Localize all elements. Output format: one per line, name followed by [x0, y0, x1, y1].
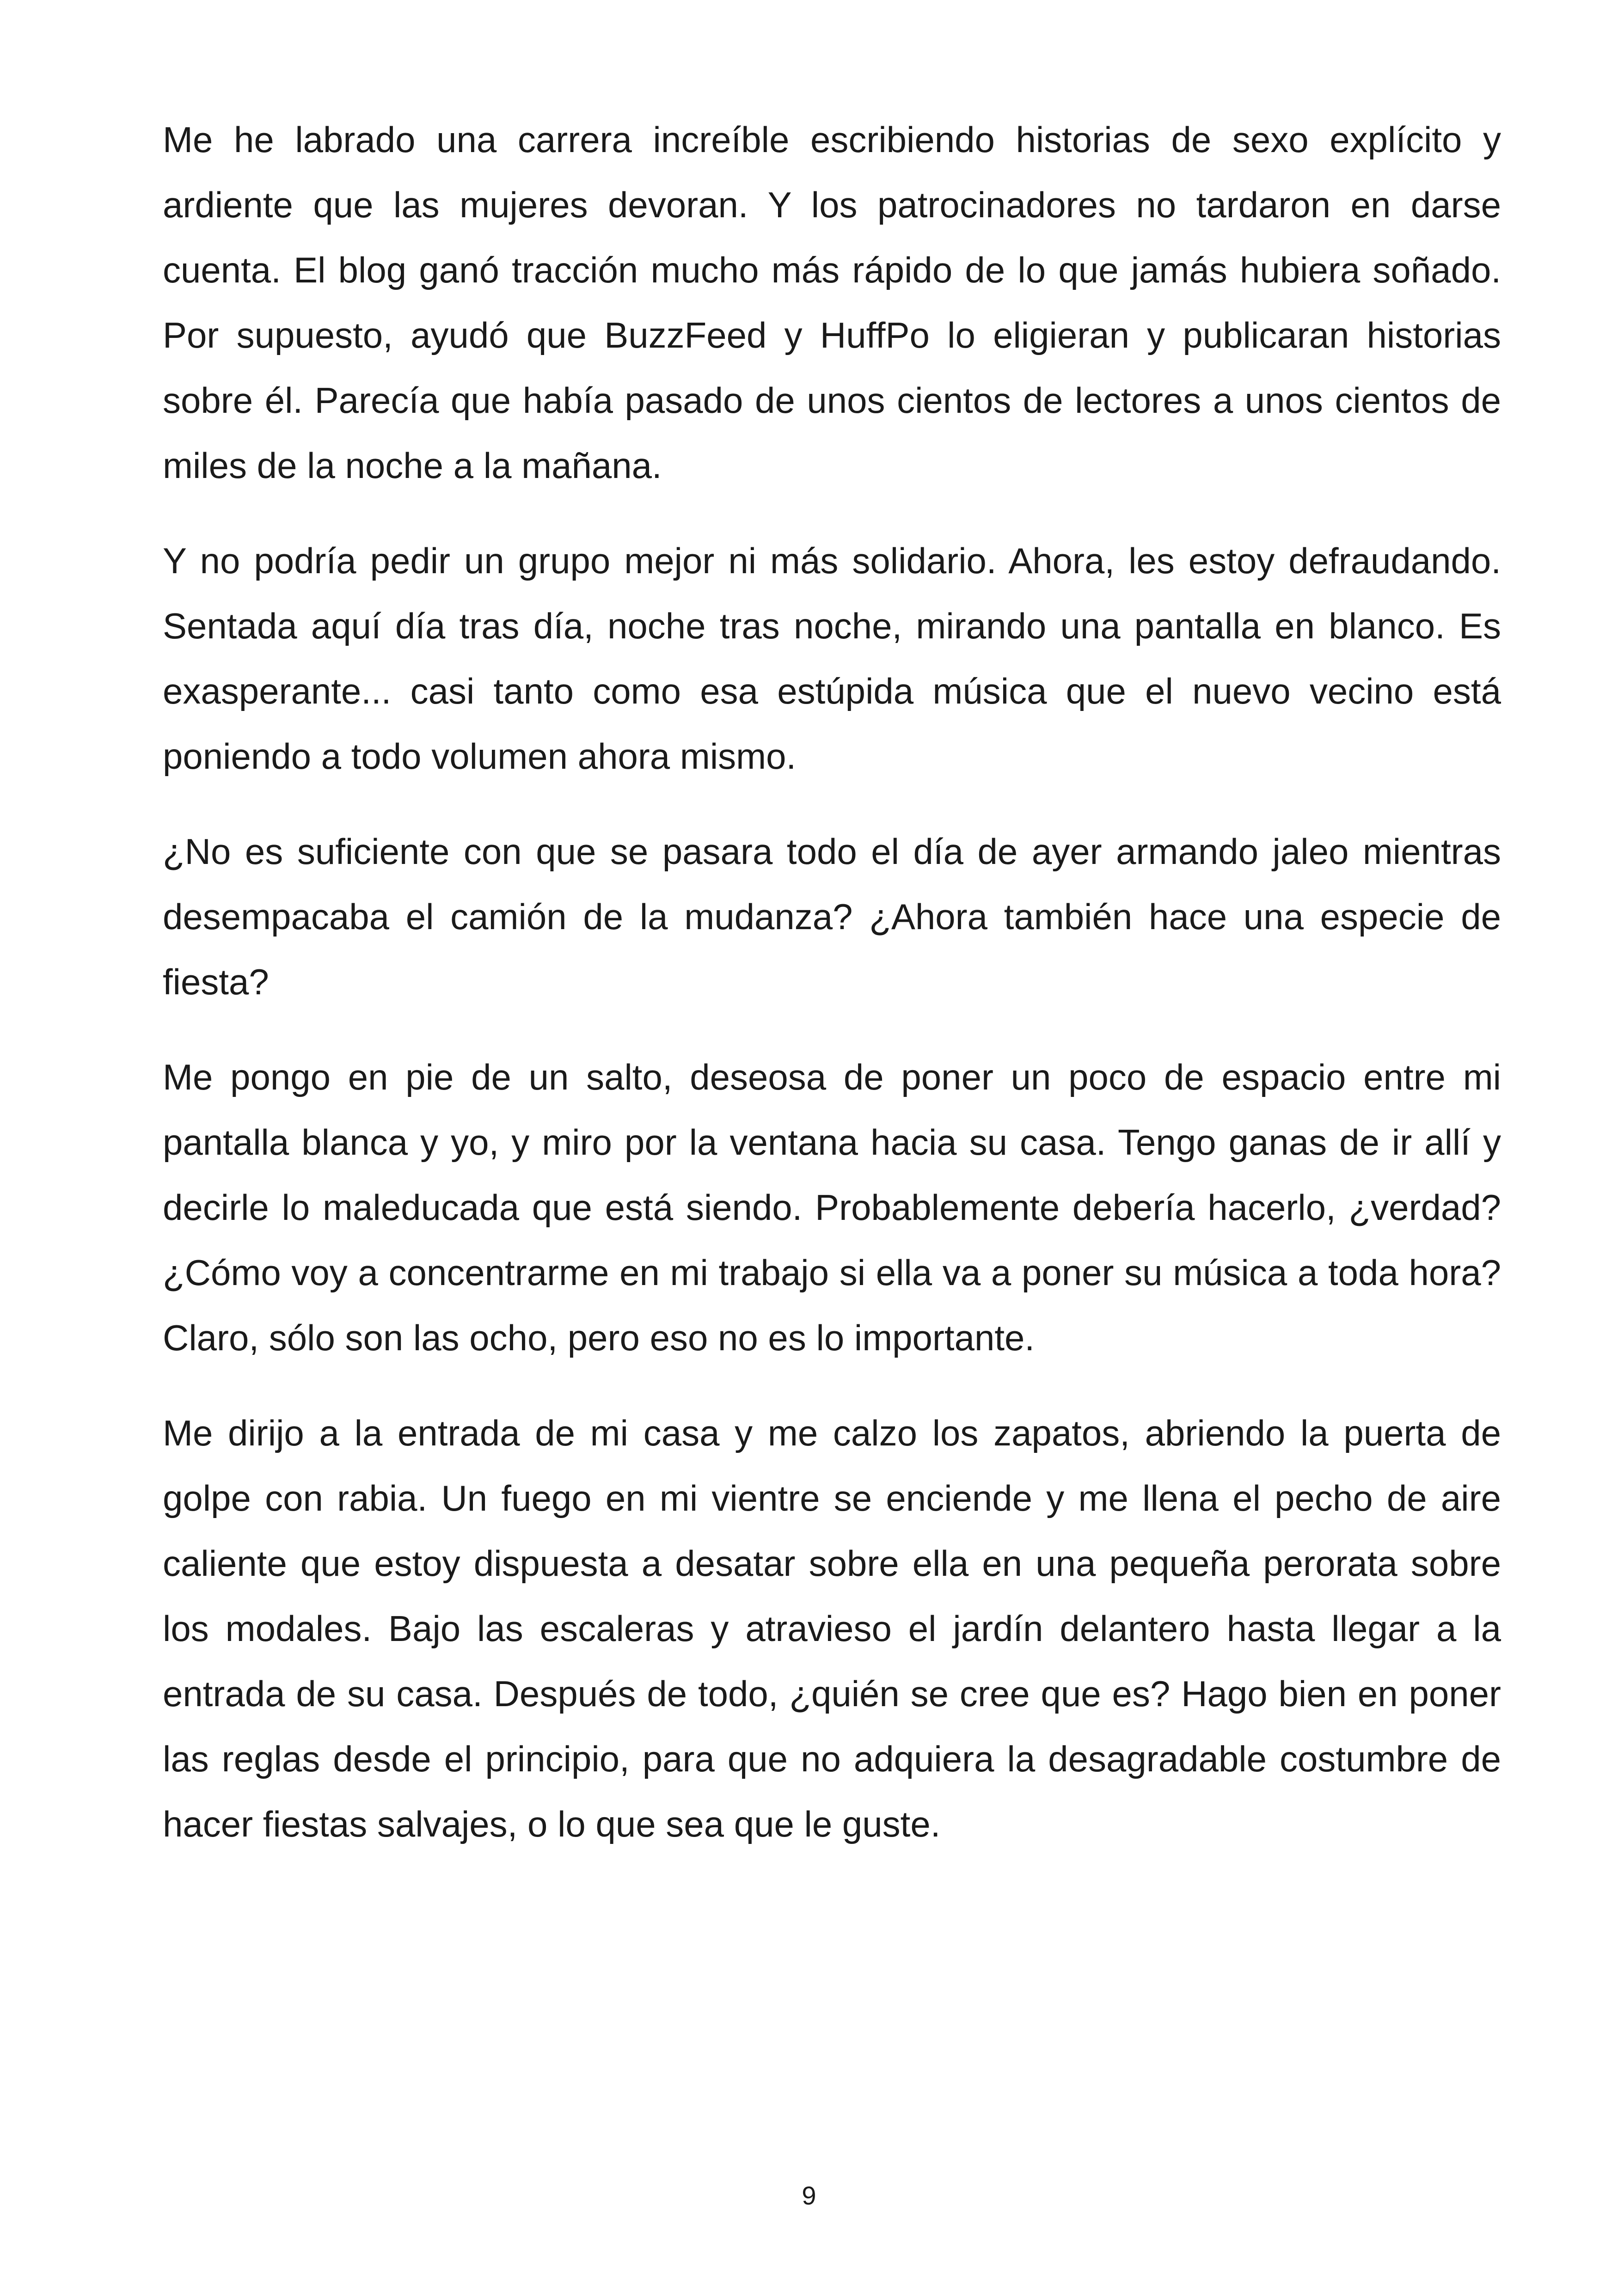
body-text [163, 107, 1501, 1887]
paragraph: ¿No es suficiente con que se pasara todo el día de ayer armando jaleo mientras desempacaba el camión de la mudanza? ¿Ahora también hace una especie de fiesta? [163, 831, 1501, 1002]
paragraph: Me he labrado una carrera increíble escribiendo historias de sexo explícito y ardiente que las mujeres devoran. Y los patrocinadores no tardaron en darse cuenta. El blog ganó tracción mucho más rápido de lo que jamás hubiera soñado. Por supuesto, ayudó que BuzzFeed y HuffPo lo eligieran y publicaran historias sobre él. Parecía que había pasado de unos cientos de lectores a unos cientos de miles de la noche a la mañana. [163, 119, 1501, 486]
page-number: 9 [802, 2181, 816, 2210]
paragraph: Y no podría pedir un grupo mejor ni más solidario. Ahora, les estoy defraudando. Sentada aquí día tras día, noche tras noche, mirando una pantalla en blanco. Es exasperante... casi tanto como esa estúpida música que el nuevo vecino está poniendo a todo volumen ahora mismo. [163, 540, 1501, 777]
paragraph: Me pongo en pie de un salto, deseosa de poner un poco de espacio entre mi pantalla blanca y yo, y miro por la ventana hacia su casa. Tengo ganas de ir allí y decirle lo maleducada que está siendo. Probablemente debería hacerlo, ¿verdad? ¿Cómo voy a concentrarme en mi trabajo si ella va a poner su música a toda hora? Claro, sólo son las ocho, pero eso no es lo importante. [163, 1057, 1501, 1358]
paragraph: Me dirijo a la entrada de mi casa y me calzo los zapatos, abriendo la puerta de golpe con rabia. Un fuego en mi vientre se enciende y me llena el pecho de aire caliente que estoy dispuesta a desatar sobre ella en una pequeña perorata sobre los modales. Bajo las escaleras y atravieso el jardín delantero hasta llegar a la entrada de su casa. Después de todo, ¿quién se cree que es? Hago bien en poner las reglas desde el principio, para que no adquiera la desagradable costumbre de hacer fiestas salvajes, o lo que sea que le guste. [163, 1413, 1501, 1844]
